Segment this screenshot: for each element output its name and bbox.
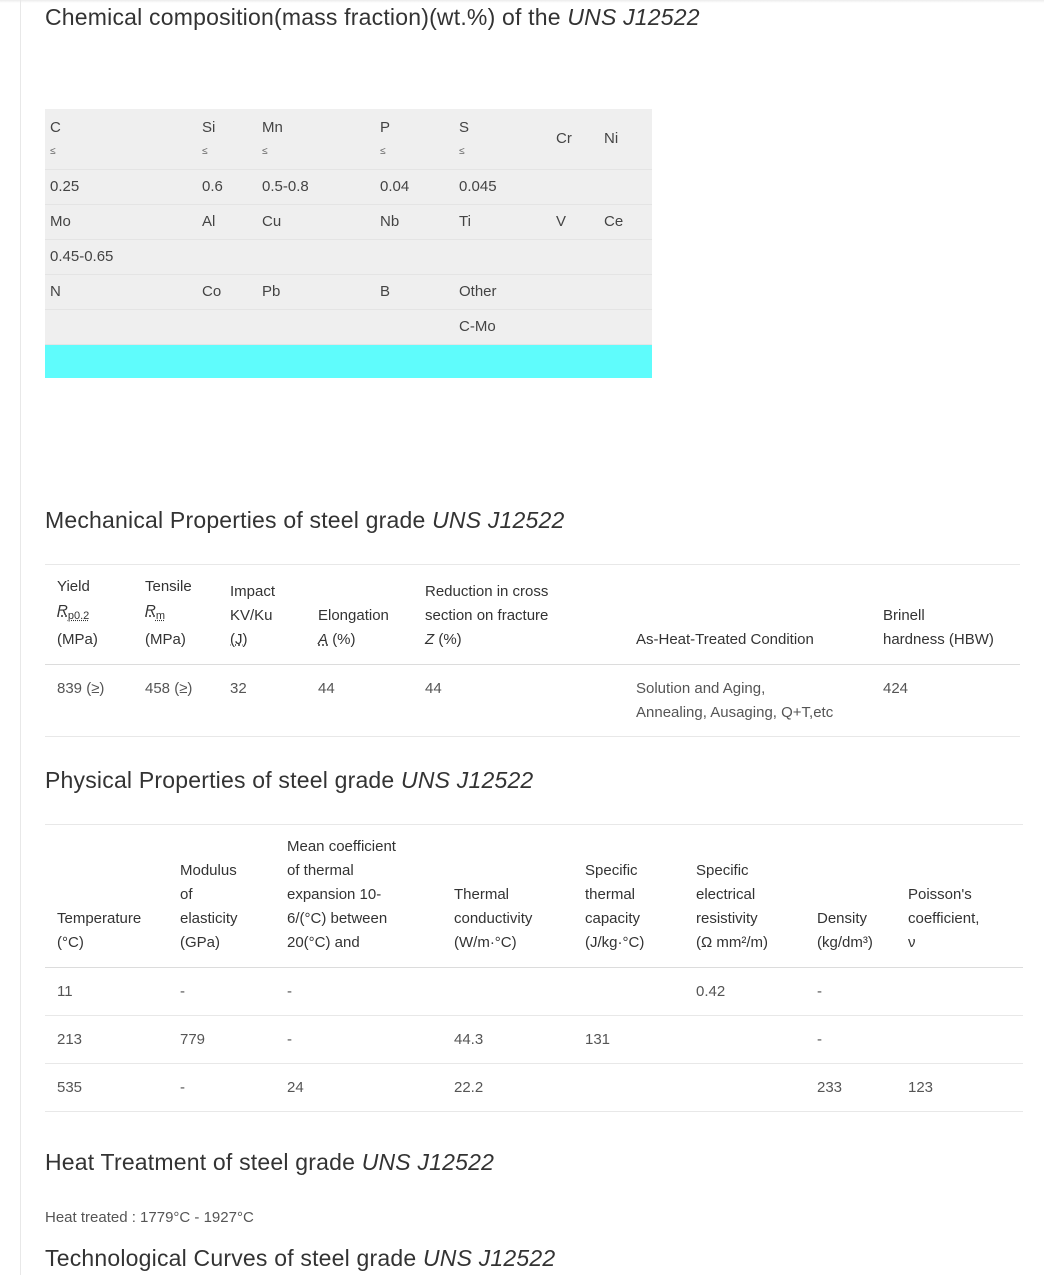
table-cell: 779 xyxy=(168,1016,275,1064)
chem-value-cell: 0.045 xyxy=(454,169,551,204)
physical-heading: Physical Properties of steel grade UNS J12522 xyxy=(45,767,534,793)
chem-label-cell: Cr xyxy=(551,109,599,169)
mechanical-header-row xyxy=(45,565,1020,665)
table-cell: - xyxy=(275,968,442,1016)
elongation-value: 44 xyxy=(306,665,413,737)
table-cell: - xyxy=(168,968,275,1016)
chem-label-cell: B xyxy=(375,274,454,309)
chem-label-cell xyxy=(599,274,652,309)
thermal-conductivity-header: Thermal conductivity (W/m·°C) xyxy=(442,825,573,968)
chem-label-cell: V xyxy=(551,204,599,239)
tensile-header: Tensile $R_m$ (MPa) xyxy=(133,565,218,665)
yield-value: 839 (≥) xyxy=(45,665,133,737)
tensile-value: 458 (≥) xyxy=(133,665,218,737)
chem-label-cell: S ≤ xyxy=(454,109,551,169)
mechanical-heading: Mechanical Properties of steel grade UNS J12522 xyxy=(45,507,565,533)
chem-label-row xyxy=(45,204,652,239)
highlight-bar xyxy=(45,344,652,378)
brinell-value: 424 xyxy=(871,665,1020,737)
table-cell: 11 xyxy=(45,968,168,1016)
thermal-expansion-header: Mean coefficient of thermal expansion 10- 6/(°C) between 20(°C) and xyxy=(275,825,442,968)
chem-value-cell: C-Mo xyxy=(454,309,551,344)
table-cell: - xyxy=(805,968,896,1016)
resistivity-header: Specific electrical resistivity (Ω mm²/m) xyxy=(684,825,805,968)
table-cell xyxy=(684,1016,805,1064)
heat-treatment-heading: Heat Treatment of steel grade UNS J12522 xyxy=(45,1149,495,1175)
yield-header: Yield $R_{p0.2}$ (MPa) xyxy=(45,565,133,665)
table-row xyxy=(45,1064,1023,1112)
table-cell: - xyxy=(805,1016,896,1064)
table-cell: 44.3 xyxy=(442,1016,573,1064)
impact-value: 32 xyxy=(218,665,306,737)
table-cell xyxy=(573,1064,684,1112)
chemical-heading: Chemical composition(mass fraction)(wt.%) of the UNS J12522 xyxy=(45,4,700,30)
chem-value-row xyxy=(45,309,652,344)
chem-label-cell xyxy=(551,274,599,309)
left-border xyxy=(20,0,21,1275)
table-cell: 213 xyxy=(45,1016,168,1064)
heat-treatment-text: Heat treated : 1779°C - 1927°C xyxy=(45,1209,254,1226)
chem-label-cell: Ce xyxy=(599,204,652,239)
chem-label-cell: Mo xyxy=(45,204,197,239)
chem-value-cell xyxy=(257,309,375,344)
table-cell: - xyxy=(168,1064,275,1112)
chem-label-cell: Nb xyxy=(375,204,454,239)
table-cell: 131 xyxy=(573,1016,684,1064)
chem-label-cell: N xyxy=(45,274,197,309)
reduction-value: 44 xyxy=(413,665,624,737)
chem-value-cell xyxy=(375,309,454,344)
density-header: Density (kg/dm³) xyxy=(805,825,896,968)
table-cell: - xyxy=(275,1016,442,1064)
table-cell xyxy=(896,1016,1023,1064)
chem-value-cell xyxy=(551,169,599,204)
modulus-header: Modulus of elasticity (GPa) xyxy=(168,825,275,968)
chem-label-cell: Ti xyxy=(454,204,551,239)
table-cell xyxy=(573,968,684,1016)
chem-value-cell: 0.04 xyxy=(375,169,454,204)
chem-value-row xyxy=(45,169,652,204)
chem-value-cell xyxy=(197,309,257,344)
chem-value-cell xyxy=(257,239,375,274)
table-cell xyxy=(684,1064,805,1112)
physical-properties-table xyxy=(45,824,1023,1112)
chem-label-row xyxy=(45,274,652,309)
chem-value-row xyxy=(45,239,652,274)
table-cell: 24 xyxy=(275,1064,442,1112)
chem-value-cell xyxy=(599,239,652,274)
table-cell: 233 xyxy=(805,1064,896,1112)
chem-label-cell: Cu xyxy=(257,204,375,239)
table-cell: 22.2 xyxy=(442,1064,573,1112)
chem-value-cell xyxy=(551,239,599,274)
chem-value-cell xyxy=(45,309,197,344)
poisson-header: Poisson's coefficient, ν xyxy=(896,825,1023,968)
chem-label-cell: Al xyxy=(197,204,257,239)
table-cell xyxy=(442,968,573,1016)
chem-value-cell xyxy=(599,309,652,344)
chem-label-cell: Co xyxy=(197,274,257,309)
chem-label-cell: Mn ≤ xyxy=(257,109,375,169)
chem-label-row xyxy=(45,109,652,169)
top-shadow xyxy=(0,0,1044,3)
chem-label-cell: Pb xyxy=(257,274,375,309)
elongation-header: Elongation A (%) xyxy=(306,565,413,665)
table-cell: 535 xyxy=(45,1064,168,1112)
table-cell: 0.42 xyxy=(684,968,805,1016)
chem-label-cell: Other xyxy=(454,274,551,309)
physical-header-row xyxy=(45,825,1023,968)
chemical-composition-table xyxy=(45,109,652,378)
technological-curves-heading: Technological Curves of steel grade UNS J12522 xyxy=(45,1245,556,1271)
chem-value-cell xyxy=(551,309,599,344)
condition-value: Solution and Aging, Annealing, Ausaging, Q+T,etc xyxy=(624,665,871,737)
reduction-header: Reduction in cross section on fracture Z (%) xyxy=(413,565,624,665)
mechanical-properties-table xyxy=(45,564,1020,737)
chem-value-cell xyxy=(375,239,454,274)
impact-header: Impact KV/Ku (J) xyxy=(218,565,306,665)
table-cell: 123 xyxy=(896,1064,1023,1112)
highlight-row xyxy=(45,344,652,378)
specific-heat-header: Specific thermal capacity (J/kg·°C) xyxy=(573,825,684,968)
chem-label-cell: Ni xyxy=(599,109,652,169)
chem-value-cell xyxy=(454,239,551,274)
chem-value-cell: 0.6 xyxy=(197,169,257,204)
chem-value-cell: 0.25 xyxy=(45,169,197,204)
chem-label-cell: Si ≤ xyxy=(197,109,257,169)
chem-label-cell: P ≤ xyxy=(375,109,454,169)
chem-value-cell xyxy=(599,169,652,204)
table-row xyxy=(45,968,1023,1016)
chem-value-cell xyxy=(197,239,257,274)
table-row xyxy=(45,665,1020,737)
brinell-header: Brinell hardness (HBW) xyxy=(871,565,1020,665)
chem-value-cell: 0.5-0.8 xyxy=(257,169,375,204)
temperature-header: Temperature (°C) xyxy=(45,825,168,968)
table-cell xyxy=(896,968,1023,1016)
chem-value-cell: 0.45-0.65 xyxy=(45,239,197,274)
table-row xyxy=(45,1016,1023,1064)
chem-label-cell: C ≤ xyxy=(45,109,197,169)
condition-header: As-Heat-Treated Condition xyxy=(624,565,871,665)
